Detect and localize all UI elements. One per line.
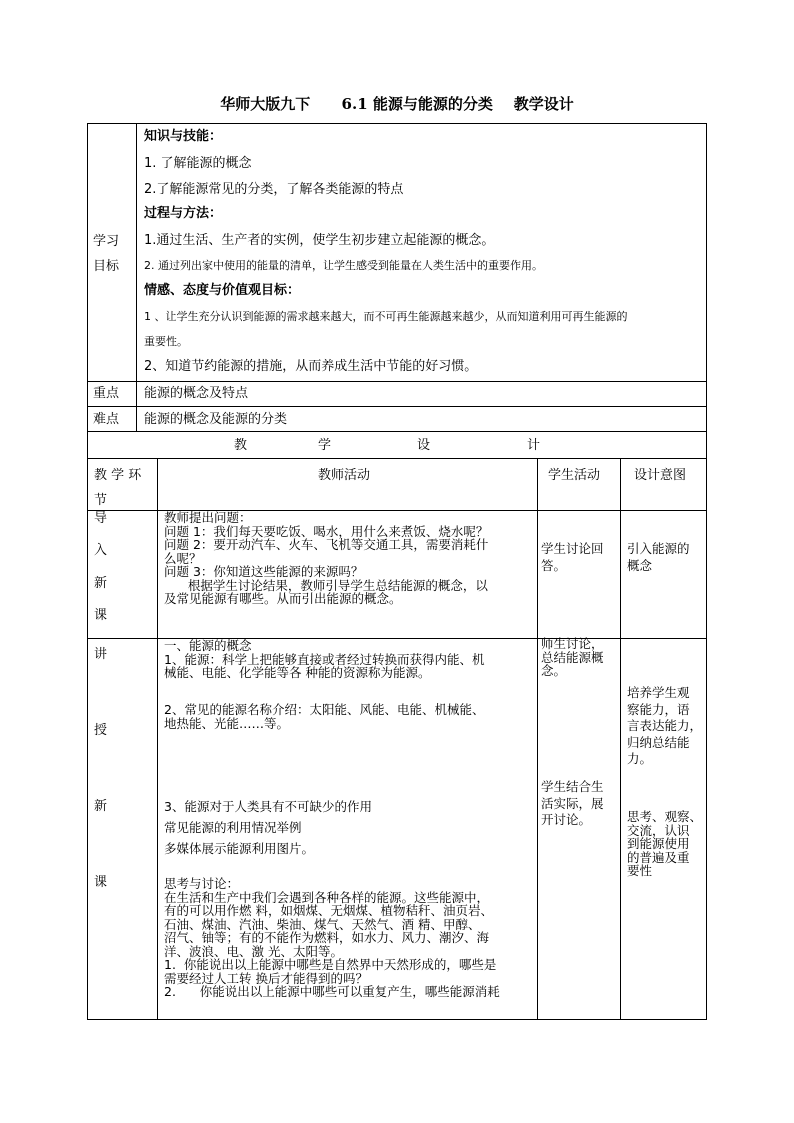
lecture-student-activity-2: 学生结合生 活实际，展 开讨论。 bbox=[541, 779, 604, 827]
lecture-common-energy: 2、常见的能源名称介绍：太阳能、风能、电能、机械能、 地热能、光能……等。 bbox=[164, 702, 485, 731]
intro-stage-char-1: 导 bbox=[94, 511, 108, 526]
emotion-values-heading: 情感、态度与价值观目标： bbox=[144, 283, 301, 298]
process-item-2: 2. 通过列出家中使用的能量的清单，让学生感受到能量在人类生活中的重要作用。 bbox=[144, 259, 543, 272]
design-header-char-1: 教 bbox=[234, 438, 248, 453]
design-header-char-4: 计 bbox=[527, 438, 541, 453]
lecture-stage-char-2: 授 bbox=[94, 723, 108, 738]
lecture-stage-char-1: 讲 bbox=[94, 647, 108, 662]
design-header-char-3: 设 bbox=[417, 438, 431, 453]
lecture-energy-importance: 3、能源对于人类具有不可缺少的作用 bbox=[164, 799, 372, 814]
intro-stage-char-3: 新 bbox=[94, 576, 108, 591]
col-header-teacher: 教师活动 bbox=[318, 468, 371, 483]
col-header-student: 学生活动 bbox=[548, 468, 601, 483]
col-header-intent: 设计意图 bbox=[634, 468, 687, 483]
lecture-stage-char-3: 新 bbox=[94, 799, 108, 814]
col-header-stage-line1: 教 学 环 bbox=[94, 468, 142, 483]
intro-teacher-activity: 教师提出问题： 问题 1：我们每天要吃饭、喝水，用什么来煮饭、烧水呢？ 问题 2：要开动汽车、火车、飞机等交通工具，需要消耗什 么呢？ 问题 3：你知道这些能源的来源吗？ 根据学生讨论结果，教师引导学生总结能源的概念，以 及常见能源有哪些。从而引出能源的概念。 bbox=[164, 510, 489, 606]
goals-label-line1: 学习 bbox=[93, 234, 120, 249]
lecture-design-intent-1: 培养学生观 察能力，语 言表达能力， 归纳总结能 力。 bbox=[627, 685, 703, 766]
design-header-char-2: 学 bbox=[318, 438, 332, 453]
lecture-design-intent-2: 思考、观察、 交流，认识 到能源使用 的普遍及重 要性 bbox=[627, 809, 703, 878]
document-title: 华师大版九下 6.1 能源与能源的分类 教学设计 bbox=[220, 95, 574, 113]
goals-label-line2: 目标 bbox=[93, 259, 120, 274]
intro-student-activity: 学生讨论回 答。 bbox=[541, 541, 604, 573]
knowledge-item-1: 1. 了解能源的概念 bbox=[144, 156, 252, 171]
difficulty-label: 难点 bbox=[93, 412, 120, 427]
knowledge-skills-heading: 知识与技能： bbox=[144, 129, 223, 144]
intro-design-intent: 引入能源的 概念 bbox=[627, 541, 690, 573]
lecture-multimedia: 多媒体展示能源利用图片。 bbox=[164, 841, 315, 856]
intro-stage-char-4: 课 bbox=[94, 608, 108, 623]
knowledge-item-2: 2.了解能源常见的分类，了解各类能源的特点 bbox=[144, 182, 404, 197]
process-item-1: 1.通过生活、生产者的实例，使学生初步建立起能源的概念。 bbox=[144, 233, 495, 248]
lecture-student-activity-1: 师生讨论， 总结能源概 念。 bbox=[541, 636, 604, 678]
lecture-stage-char-4: 课 bbox=[94, 875, 108, 890]
emotion-item-1-line2: 重要性。 bbox=[144, 335, 188, 348]
col-header-stage-line2: 节 bbox=[94, 493, 108, 508]
difficulty-text: 能源的概念及能源的分类 bbox=[144, 412, 288, 427]
lecture-usage-examples: 常见能源的利用情况举例 bbox=[164, 820, 302, 835]
emotion-item-2: 2、知道节约能源的措施，从而养成生活中节能的好习惯。 bbox=[144, 359, 478, 374]
key-point-text: 能源的概念及特点 bbox=[144, 386, 249, 401]
lecture-think-discuss: 思考与讨论： 在生活和生产中我们会遇到各种各样的能源。这些能源中， 有的可以用作燃 料，如烟煤、无烟煤、植物秸秆、油页岩、 石油、煤油、汽油、柴油、煤气、天然气、酒 精、甲醇、 沼气、铀等；有的不能作为燃料，如水力、风力、潮汐、海 洋、波浪、电、激 光、太阳等。 1. 你能说出以上能源中哪些是自然界中天然形成的，哪些是 需要经过人工转 换后才能得到的吗？ 2. 你能说出以上能源中哪些可以重复产生，哪些能源消耗 bbox=[164, 876, 500, 999]
lecture-energy-concept: 一、能源的概念 1、能源：科学上把能够直接或者经过转换而获得内能、机 械能、电能、化学能等各 种能的资源称为能源。 bbox=[164, 638, 485, 680]
intro-stage-char-2: 入 bbox=[94, 543, 108, 558]
process-method-heading: 过程与方法： bbox=[144, 206, 223, 221]
emotion-item-1-line1: 1 、让学生充分认识到能源的需求越来越大，而不可再生能源越来越少，从而知道利用可再生能源的 bbox=[144, 310, 628, 323]
key-point-label: 重点 bbox=[93, 386, 120, 401]
